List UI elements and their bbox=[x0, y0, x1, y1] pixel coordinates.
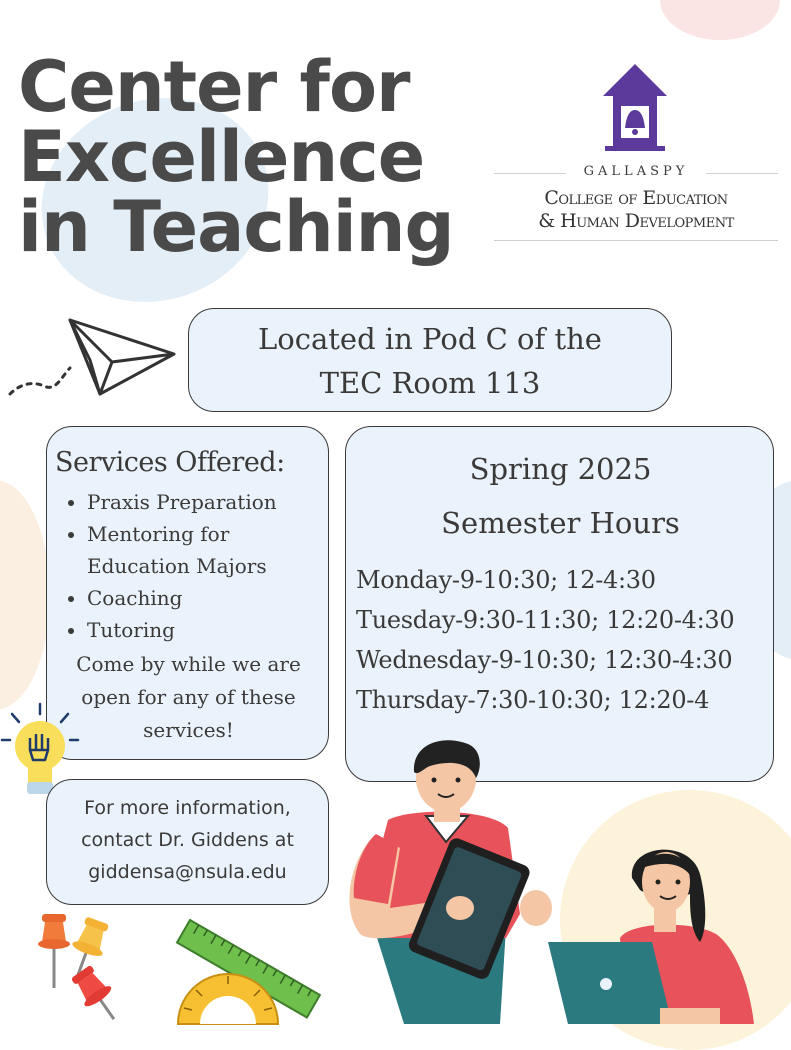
logo-line-1: College of Education bbox=[544, 187, 728, 209]
services-item: • Praxis Preparation bbox=[87, 486, 322, 518]
college-logo bbox=[490, 62, 782, 247]
hours-row: Wednesday-9-10:30; 12:30-4:30 bbox=[356, 646, 733, 674]
hours-row: Monday-9-10:30; 12-4:30 bbox=[356, 566, 656, 594]
location-line-2: TEC Room 113 bbox=[319, 366, 541, 400]
contact-box bbox=[46, 779, 329, 905]
contact-line-1: For more information, bbox=[84, 797, 291, 819]
protractor-icon bbox=[176, 966, 280, 1024]
push-pin-icon bbox=[28, 908, 138, 1024]
logo-name: GALLASPY bbox=[583, 164, 689, 179]
title-line-2: Excellence bbox=[18, 116, 425, 198]
services-box bbox=[46, 426, 329, 760]
logo-rule-bottom bbox=[494, 240, 778, 241]
services-note: Come by while we are open for any of these services! bbox=[76, 652, 301, 742]
location-line-1: Located in Pod C of the bbox=[258, 322, 602, 356]
contact-line-2: contact Dr. Giddens at bbox=[81, 829, 294, 851]
services-item: • Tutoring bbox=[87, 614, 322, 646]
hours-row: Thursday-7:30-10:30; 12:20-4 bbox=[356, 686, 710, 714]
logo-line-2: & Human Development bbox=[538, 210, 734, 232]
services-item: • Coaching bbox=[87, 582, 322, 614]
title-line-3: in Teaching bbox=[18, 186, 454, 268]
hours-box bbox=[345, 426, 774, 782]
hours-heading-title: Semester Hours bbox=[441, 506, 680, 540]
hours-list bbox=[356, 560, 734, 720]
hours-row: Tuesday-9:30-11:30; 12:20-4:30 bbox=[356, 606, 735, 634]
hours-heading-semester: Spring 2025 bbox=[469, 452, 652, 486]
bg-blob-pink-top bbox=[660, 0, 780, 40]
services-item: • Mentoring for Education Majors bbox=[87, 518, 322, 582]
page-title bbox=[18, 46, 478, 268]
bg-blob-peach-left bbox=[0, 480, 50, 710]
location-box bbox=[188, 308, 672, 412]
services-list bbox=[55, 486, 322, 646]
title-line-1: Center for bbox=[18, 46, 410, 128]
man-illustration bbox=[330, 738, 570, 1024]
contact-email: giddensa@nsula.edu bbox=[88, 861, 287, 883]
woman-illustration bbox=[540, 838, 780, 1024]
paper-plane-icon bbox=[4, 316, 184, 416]
services-heading: Services Offered: bbox=[55, 447, 285, 478]
bell-tower-icon bbox=[595, 62, 675, 157]
